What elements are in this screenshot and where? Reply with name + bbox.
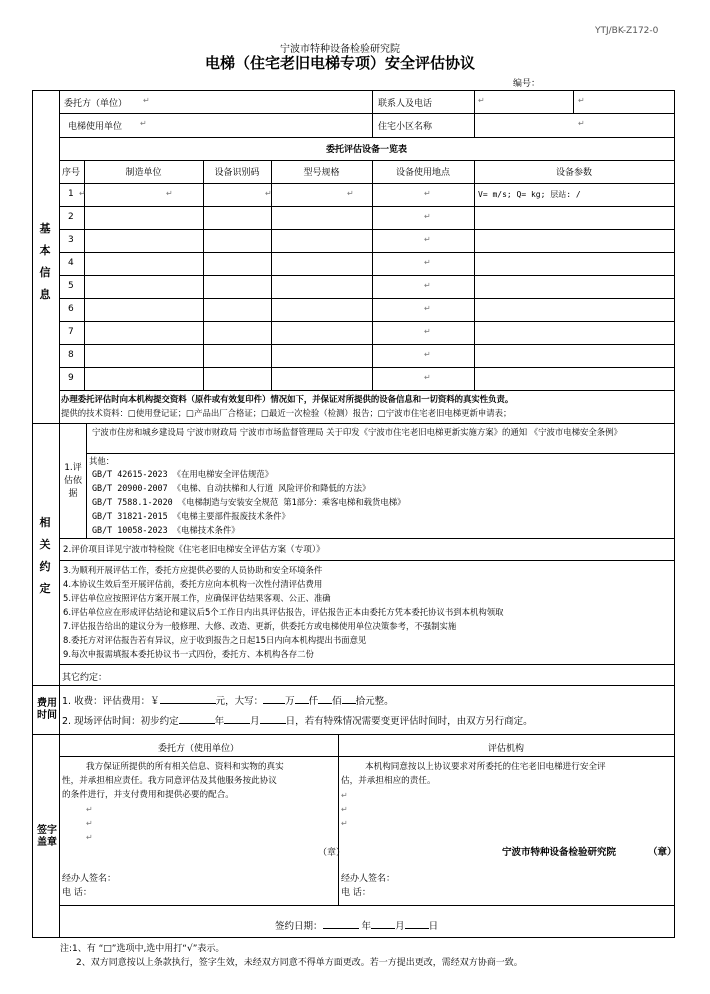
col-header-model: 型号规格 xyxy=(303,168,340,178)
table-row: 3 xyxy=(68,235,74,245)
number-label: 编号： xyxy=(513,79,541,89)
agreement-item: 4.本协议生效后至开展评估前，委托方应向本机构一次性付清评估费用 xyxy=(63,579,323,589)
agreement-item: 7.评估报告给出的建议分为一般修理、大修、改造、更新，供委托方或电梯使用单位决策参考，不强制实施 xyxy=(63,621,457,631)
client-phone-label: 电 话： xyxy=(62,888,92,898)
table-row: 2 xyxy=(68,212,74,222)
standard-item: GB/T 42615-2023 《在用电梯安全评估规范》 xyxy=(92,469,274,479)
fee-line: 1. 收费：评估费用：￥ 元，大写： 万 仟 佰 拾元整。 xyxy=(62,693,394,707)
params-template: V= m/s; Q= kg; 层站: / xyxy=(478,190,581,199)
equipment-list-title: 委托评估设备一览表 xyxy=(325,145,407,155)
agency-name: 宁波市特种设备检验研究院 xyxy=(502,847,617,858)
agreement-item: 6.评估单位应在形成评估结论和建议后5个工作日内出具评估报告，评估报告正本由委托方凭本委托协议书到本机构领取 xyxy=(63,607,504,617)
agency-commitment: 本机构同意按以上协议要求对所委托的住宅老旧电梯进行安全评 估，并承担相应的责任。 xyxy=(341,762,606,786)
table-row: 7 xyxy=(68,327,74,337)
client-sign-header: 委托方（使用单位） xyxy=(157,744,239,754)
client-commitment: 我方保证所提供的所有相关信息、资料和实物的真实 性，并承担相应责任。我方同意评估及其他服务按此协议 的条件进行，并支付费用和提供必要的配合。 xyxy=(62,762,284,800)
col-header-no: 序号 xyxy=(62,168,81,178)
table-row: 5 xyxy=(68,281,74,291)
col-header-id-code: 设备识别码 xyxy=(214,168,260,178)
standard-item: GB/T 20900-2007 《电梯、自动扶梯和人行道 风险评价和降低的方法》 xyxy=(92,483,371,493)
agreement-label: 相 关 约 定 xyxy=(39,516,51,595)
agency-phone-label: 电 话： xyxy=(341,888,371,898)
other-agreement: 其它约定： xyxy=(62,673,108,683)
agency-seal-mark: （章） xyxy=(648,847,677,858)
materials-checklist: 提供的技术资料：□使用登记证；□产品出厂合格证；□最近一次检验（检测）报告；□宁波市住宅老旧电梯更新申请表； xyxy=(61,408,512,418)
sign-date-line: 签约日期： 年 月 日 xyxy=(275,918,438,932)
note-1: 注:1、有 “□”选项中,选中用打“√”表示。 xyxy=(60,944,225,954)
basic-info-label: 基 本 信 息 xyxy=(39,222,51,301)
agreement-item: 3.为顺利开展评估工作，委托方应提供必要的人员协助和安全环境条件 xyxy=(63,565,323,575)
table-row: 9 xyxy=(68,373,74,383)
agreement-item-2: 2.评价项目详见宁波市特检院《住宅老旧电梯安全评估方案（专项）》 xyxy=(63,545,325,555)
page-title: 电梯（住宅老旧电梯专项）安全评估协议 xyxy=(204,54,475,72)
submit-statement: 办理委托评估时向本机构提交资料（原件或有效复印件）情况如下，并保证对所提供的设备信息和一切资料的真实性负责。 xyxy=(61,394,514,404)
table-row: 8 xyxy=(68,350,74,360)
client-seal-mark: （章） xyxy=(318,848,346,858)
agreement-item: 5.评估单位应按照评估方案开展工作，应确保评估结果客观、公正、准确 xyxy=(63,593,331,603)
signature-label: 签字 盖章 xyxy=(37,825,57,848)
agreement-item: 9.每次申报需填报本委托协议书一式四份，委托方、本机构各存二份 xyxy=(63,649,314,659)
table-row: 6 xyxy=(68,304,74,314)
agreement-item: 8.委托方对评估报告若有异议，应于收到报告之日起15日内向本机构提出书面意见 xyxy=(63,635,367,645)
client-agent-label: 经办人签名： xyxy=(62,874,117,884)
col-header-params: 设备参数 xyxy=(555,168,592,178)
col-header-location: 设备使用地点 xyxy=(395,168,450,178)
col-header-manufacturer: 制造单位 xyxy=(125,168,162,178)
other-label: 其他： xyxy=(89,456,115,466)
contact-label: 联系人及电话 xyxy=(378,99,433,109)
user-unit-label: 电梯使用单位 xyxy=(68,122,123,132)
client-label: 委托方（单位） xyxy=(64,99,128,109)
table-row: 4 xyxy=(68,258,74,268)
table-row: 1 xyxy=(68,189,74,199)
time-line: 2. 现场评估时间：初步约定 年 月 日，若有特殊情况需要变更评估时间时，由双方另行商定。 xyxy=(62,713,533,727)
standard-item: GB/T 31821-2015 《电梯主要部件报废技术条件》 xyxy=(92,511,290,521)
agency-agent-label: 经办人签名： xyxy=(341,874,396,884)
agency-sign-header: 评估机构 xyxy=(487,744,524,754)
basis-label: 1.评估依据 xyxy=(63,463,82,499)
institute-name: 宁波市特种设备检验研究院 xyxy=(280,44,400,55)
note-2: 2、双方同意按以上条款执行，签字生效，未经双方同意不得单方面更改。若一方提出更改，需经双方协商一致。 xyxy=(76,958,523,968)
standard-item: GB/T 10058-2023 《电梯技术条件》 xyxy=(92,525,240,535)
standard-item: GB/T 7588.1-2020 《电梯制造与安装安全规范 第1部分：乘客电梯和载货电梯》 xyxy=(92,497,406,507)
doc-code: YTJ/BK-Z172-0 xyxy=(595,26,659,36)
basis-doc: 宁波市住房和城乡建设局 宁波市财政局 宁波市市场监督管理局 关于印发《宁波市住宅老旧电梯更新实施方案》的通知 《宁波市电梯安全条例》 xyxy=(92,427,622,437)
community-label: 住宅小区名称 xyxy=(378,122,433,132)
fees-label: 费用 时间 xyxy=(37,698,57,721)
